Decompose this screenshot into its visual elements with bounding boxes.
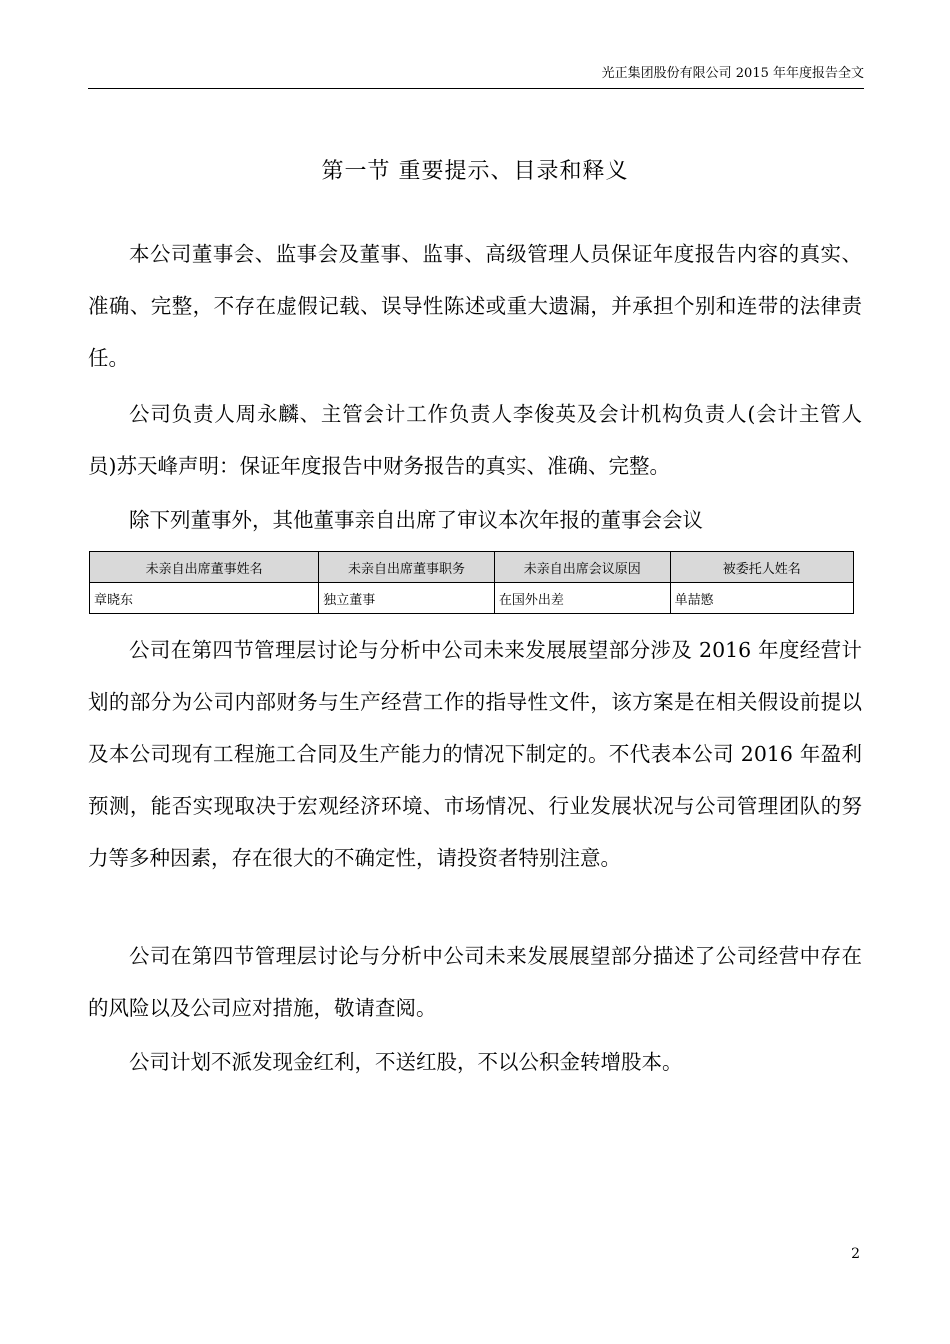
header-rule	[88, 88, 864, 89]
table-header-cell: 被委托人姓名	[670, 552, 853, 583]
table-header-row	[90, 552, 854, 583]
table-header-cell: 未亲自出席董事职务	[319, 552, 495, 583]
paragraph-absent-directors-intro: 除下列董事外，其他董事亲自出席了审议本次年报的董事会会议	[129, 508, 703, 532]
page-number: 2	[851, 1246, 860, 1262]
paragraph-dividend-plan: 公司计划不派发现金红利，不送红股，不以公积金转增股本。	[129, 1050, 683, 1074]
paragraph-forward-looking: 公司在第四节管理层讨论与分析中公司未来发展展望部分涉及 2016 年度经营计划的部分为公司内部财务与生产经营工作的指导性文件，该方案是在相关假设前提以及本公司现有工程施工合同及生产能力的情况下制定的。不代表本公司 2016 年盈利预测，能否实现取决于宏观经济环境、市场情况、行业发展状况与公司管理团队的努力等多种因素，存在很大的不确定性，请投资者特别注意。	[88, 638, 862, 870]
table-cell: 在国外出差	[494, 583, 670, 614]
paragraph-responsible-persons: 公司负责人周永麟、主管会计工作负责人李俊英及会计机构负责人(会计主管人员)苏天峰声明：保证年度报告中财务报告的真实、准确、完整。	[88, 402, 862, 478]
table-cell: 独立董事	[319, 583, 495, 614]
page-header: 光正集团股份有限公司 2015 年年度报告全文	[601, 66, 864, 81]
table-row	[90, 583, 854, 614]
table-header-cell: 未亲自出席会议原因	[494, 552, 670, 583]
table-cell: 章晓东	[90, 583, 319, 614]
paragraph-board-guarantee: 本公司董事会、监事会及董事、监事、高级管理人员保证年度报告内容的真实、准确、完整，不存在虚假记载、误导性陈述或重大遗漏，并承担个别和连带的法律责任。	[88, 242, 862, 370]
table-cell: 单喆慜	[670, 583, 853, 614]
table-header-cell: 未亲自出席董事姓名	[90, 552, 319, 583]
paragraph-risk-description: 公司在第四节管理层讨论与分析中公司未来发展展望部分描述了公司经营中存在的风险以及公司应对措施，敬请查阅。	[88, 944, 862, 1020]
section-title: 第一节 重要提示、目录和释义	[321, 159, 629, 184]
absent-directors-table	[89, 551, 854, 614]
